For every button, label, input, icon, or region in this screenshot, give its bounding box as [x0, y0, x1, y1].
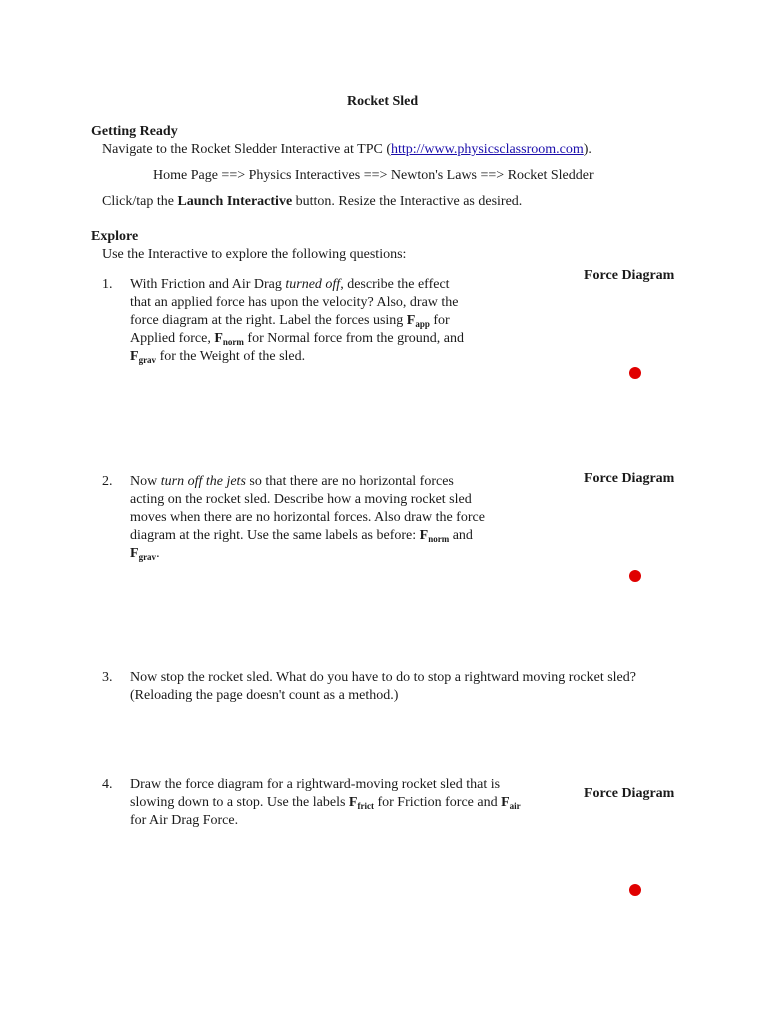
- question-2-number: 2.: [102, 474, 113, 489]
- q3-line-1: Now stop the rocket sled. What do you have to do to stop a rightward moving rocket sled?: [130, 670, 636, 685]
- f-frict-subscript: frict: [357, 801, 374, 811]
- q2-emphasis: turn off the jets: [160, 474, 246, 489]
- question-3-number: 3.: [102, 670, 113, 685]
- page-title: Rocket Sled: [347, 94, 419, 109]
- f-air-subscript: air: [509, 801, 521, 811]
- q4-line-2a: slowing down to a stop. Use the labels: [130, 795, 349, 810]
- force-diagram-label-3: Force Diagram: [584, 786, 675, 801]
- q1-emphasis: turned off: [285, 277, 341, 292]
- physicsclassroom-link[interactable]: http://www.physicsclassroom.com: [390, 142, 584, 157]
- f-grav-symbol: F: [130, 349, 139, 364]
- q3-line-2: (Reloading the page doesn't count as a method.): [130, 688, 399, 703]
- f-grav-symbol: F: [130, 546, 139, 561]
- q1-line-4a: Applied force,: [130, 331, 215, 346]
- q2-line-3: moves when there are no horizontal forces. Also draw the force: [130, 510, 485, 525]
- question-1-number: 1.: [102, 277, 113, 292]
- navigate-instruction: [102, 141, 592, 159]
- f-norm-subscript: norm: [428, 534, 450, 544]
- force-diagram-dot-1: [629, 367, 641, 379]
- f-norm-symbol: F: [214, 331, 223, 346]
- force-diagram-label-2: Force Diagram: [584, 471, 675, 486]
- question-2-text: [130, 473, 485, 563]
- navigate-prefix: Navigate to the Rocket Sledder Interactive at TPC (: [102, 142, 391, 157]
- f-grav-subscript: grav: [138, 552, 157, 562]
- f-app-symbol: F: [406, 313, 416, 328]
- explore-intro: Use the Interactive to explore the following questions:: [102, 247, 407, 262]
- q2-line-5b: .: [156, 546, 160, 561]
- q4-line-2b: for Friction force and: [373, 795, 502, 810]
- q2-line-2: acting on the rocket sled. Describe how a moving rocket sled: [130, 492, 472, 507]
- q2-text-b: so that there are no horizontal forces: [245, 474, 454, 489]
- launch-instruction: [102, 193, 522, 211]
- launch-interactive-label: Launch Interactive: [177, 194, 293, 209]
- question-4-number: 4.: [102, 777, 113, 792]
- q1-line-5b: for the Weight of the sled.: [156, 349, 306, 364]
- question-3-text: [130, 669, 636, 705]
- q1-line-2: that an applied force has upon the velocity? Also, draw the: [130, 295, 459, 310]
- getting-ready-heading: Getting Ready: [91, 124, 178, 139]
- q1-text-b: , describe the effect: [340, 277, 450, 292]
- q2-line-4a: diagram at the right. Use the same labels as before:: [130, 528, 420, 543]
- question-1-text: [130, 276, 464, 366]
- q1-text-a: With Friction and Air Drag: [130, 277, 286, 292]
- explore-heading: Explore: [91, 229, 139, 244]
- force-diagram-dot-3: [629, 884, 641, 896]
- q4-line-1: Draw the force diagram for a rightward-moving rocket sled that is: [130, 777, 501, 792]
- f-app-subscript: app: [415, 319, 430, 329]
- launch-suffix: button. Resize the Interactive as desired.: [292, 194, 523, 209]
- question-4-text: [130, 776, 521, 830]
- q1-line-4b: for Normal force from the ground, and: [243, 331, 464, 346]
- launch-prefix: Click/tap the: [102, 194, 178, 209]
- f-air-symbol: F: [501, 795, 510, 810]
- q2-line-4b: and: [449, 528, 473, 543]
- q4-line-3: for Air Drag Force.: [130, 813, 239, 828]
- f-frict-symbol: F: [348, 795, 358, 810]
- navigate-suffix: ).: [583, 142, 592, 157]
- force-diagram-dot-2: [629, 570, 641, 582]
- f-norm-subscript: norm: [222, 337, 244, 347]
- f-grav-subscript: grav: [138, 355, 157, 365]
- force-diagram-label-1: Force Diagram: [584, 268, 675, 283]
- q1-line-3b: for: [429, 313, 450, 328]
- navigation-path: Home Page ==> Physics Interactives ==> Newton's Laws ==> Rocket Sledder: [153, 168, 594, 183]
- q1-line-3a: force diagram at the right. Label the forces using: [130, 313, 407, 328]
- f-norm-symbol: F: [419, 528, 429, 543]
- q2-text-a: Now: [130, 474, 161, 489]
